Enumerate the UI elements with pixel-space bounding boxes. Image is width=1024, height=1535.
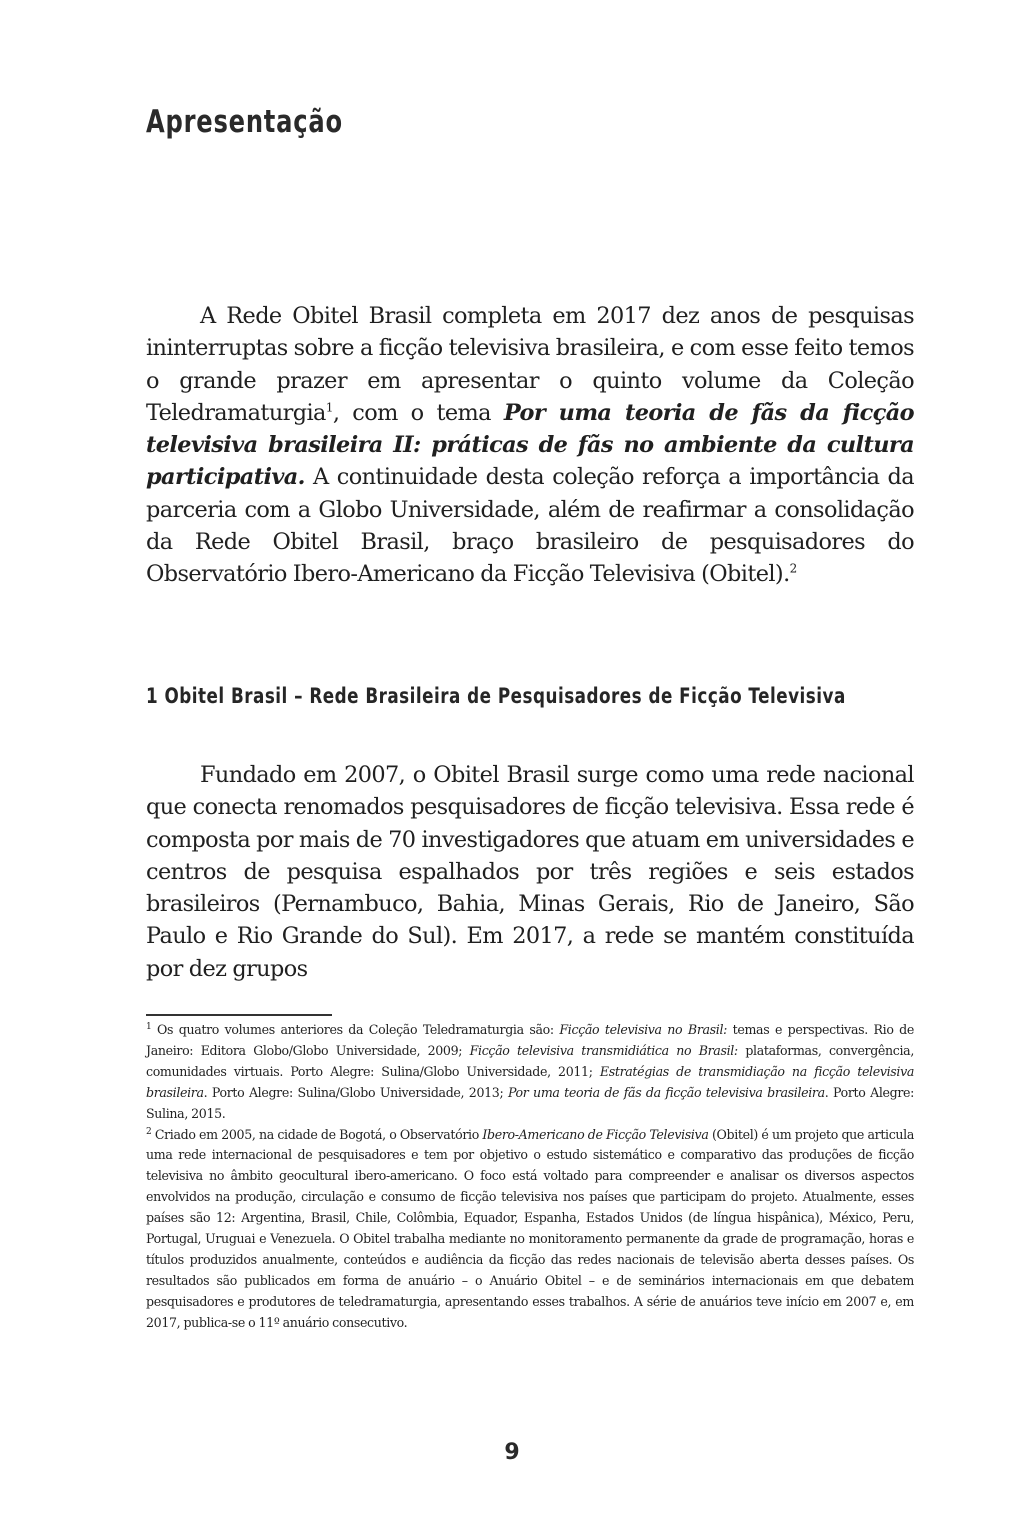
footnote-1-text: temas e perspectivas. Rio de Janeiro: Editora Globo/Globo Universidade, 2009;	[146, 1022, 914, 1058]
footnote-2-mark: 2	[146, 1126, 152, 1137]
intro-text-2: , com o tema	[332, 399, 504, 426]
section-heading: 1 Obitel Brasil – Rede Brasileira de Pesquisadores de Ficção Televisiva	[146, 684, 846, 708]
footnote-1-title: Ficção televisiva transmidiática no Brasil:	[469, 1042, 738, 1058]
volume-title: Por uma teoria de fãs da ficção televisiva brasileira II: práticas de fãs no ambiente da cultura participativa.	[146, 399, 914, 491]
intro-text-1: A Rede Obitel Brasil completa em 2017 dez anos de pesquisas ininterruptas sobre a ficção televisiva brasileira, e com esse feito temos o grande prazer em apresentar o quinto volume da Coleção Teledramaturgia	[146, 303, 914, 426]
footnote-1	[146, 1020, 914, 1125]
footnote-ref-1[interactable]: 1	[325, 400, 333, 415]
footnote-2-text: Criado em 2005, na cidade de Bogotá, o Observatório	[151, 1126, 483, 1142]
footnote-1-text: Os quatro volumes anteriores da Coleção Teledramaturgia são:	[151, 1022, 560, 1037]
footnote-1-text: . Porto Alegre: Sulina, 2015.	[146, 1084, 914, 1121]
section-paragraph: Fundado em 2007, o Obitel Brasil surge como uma rede nacional que conecta renomados pesquisadores de ficção televisiva. Essa rede é composta por mais de 70 investigadores que atuam em universidades e centros de pesquisa espalhados por três regiões e seis estados brasileiros (Pernambuco, Bahia, Minas Gerais, Rio de Janeiro, São Paulo e Rio Grande do Sul). Em 2017, a rede se mantém constituída por dez grupos	[146, 762, 914, 982]
intro-paragraph	[146, 300, 914, 591]
footnote-1-title: Ficção televisiva no Brasil:	[559, 1022, 728, 1037]
footnote-1-title: Estratégias de transmidiação na ficção televisiva brasileira	[146, 1063, 914, 1100]
chapter-title: Apresentação	[146, 104, 343, 140]
footnote-divider	[146, 1014, 332, 1016]
footnote-1-text: . Porto Alegre: Sulina/Globo Universidade, 2013;	[203, 1084, 508, 1100]
footnote-2-title: Ibero-Americano de Ficção Televisiva	[482, 1126, 709, 1142]
footnote-2-text: (Obitel) é um projeto que articula uma rede internacional de pesquisadores e tem por objetivo o estudo sistemático e comparativo das produções de ficção televisiva no âmbito geocultural ibero-americano. O foco está voltado para compreender e analisar os diversos aspectos envolvidos na produção, circulação e consumo de ficção televisiva nos países que participam do projeto. Atualmente, esses países são 12: Argentina, Brasil, Chile, Colômbia, Equador, Espanha, Estados Unidos (de língua hispânica), México, Peru, Portugal, Uruguai e Venezuela. O Obitel trabalha mediante no monitoramento permanente da grade de programação, horas e títulos produzidos anualmente, conteúdos e audiência da ficção das redes nacionais de televisão aberta desses países. Os resultados são publicados em forma de anuário – o Anuário Obitel – e de seminários internacionais em que debatem pesquisadores e produtores de teledramaturgia, apresentando esses trabalhos. A série de anuários teve início em 2007 e, em 2017, publica-se o 11º anuário consecutivo.	[146, 1126, 915, 1330]
footnotes	[146, 1020, 914, 1334]
intro-text-3: A continuidade desta coleção reforça a importância da parceria com a Globo Universidade, além de reafirmar a consolidação da Rede Obitel Brasil, braço brasileiro de pesquisadores do Observatório Ibero-Americano da Ficção Televisiva (Obitel).	[146, 464, 914, 588]
footnote-2	[146, 1125, 914, 1334]
footnote-1-title: Por uma teoria de fãs da ficção televisiva brasileira	[507, 1084, 825, 1100]
footnote-1-mark: 1	[146, 1021, 152, 1032]
page-number: 9	[504, 1440, 520, 1465]
footnote-1-text: plataformas, convergência, comunidades virtuais. Porto Alegre: Sulina/Globo Universidade, 2011;	[146, 1042, 914, 1079]
footnote-ref-2[interactable]: 2	[789, 561, 797, 576]
